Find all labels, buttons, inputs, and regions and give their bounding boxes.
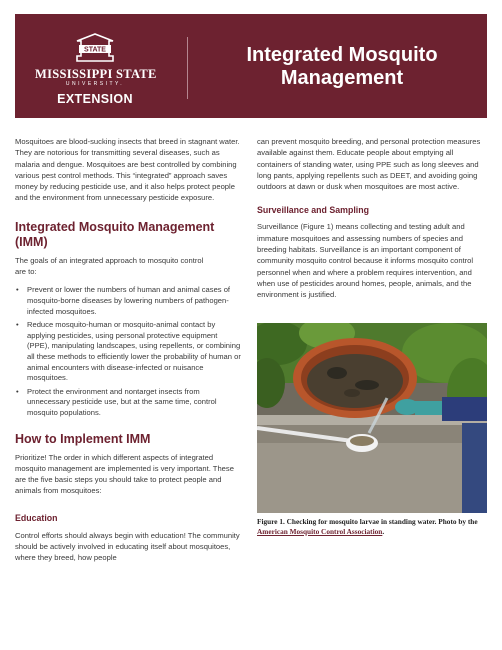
goal-list-item: • Protect the environment and nontarget insects from unnecessary pesticide use, but at the same time, control mosquito populations.	[15, 387, 241, 419]
left-column	[15, 136, 241, 564]
header-divider	[187, 37, 188, 99]
goals-list	[15, 285, 241, 418]
intro-paragraph: Mosquitoes are blood-sucking insects that breed in stagnant water. They are notorious for transmitting several diseases, such as malaria and dengue. Mosquitoes are best controlled by combining various pest control methods. This “integrated” approach saves money by reducing pesticide use, and it also helps protect people and the environment from unnecessary pesticide exposure.	[15, 137, 240, 203]
education-continued-paragraph: can prevent mosquito breeding, and personal protection measures available against them. Educate people about emptying all containers of standing water, using PPE such as long sleeves and long pants, applying repellents such as DEET, and avoiding going outdoors at dawn or dusk when mosquitoes are most active.	[257, 137, 481, 192]
msu-state-mark-icon	[73, 32, 117, 64]
surveillance-paragraph: Surveillance (Figure 1) means collecting and testing adult and immature mosquitoes and assessing numbers of species and breeding habitats. Surveillance is an important component of community mosquito control because it informs mosquito control personnel when and where a problem requires intervention, and when use of pesticides around homes, people, animals, and the environment is justified.	[257, 222, 474, 300]
surveillance-heading: Surveillance and Sampling	[257, 205, 369, 216]
page-title: Integrated Mosquito Management	[246, 44, 438, 89]
goal-list-item: • Reduce mosquito-human or mosquito-animal contact by applying pesticides, using personal protective equipment (PPE), manipulating landscapes, using repellents, or combining all these methods to efficiently lower the probability of human or animal encounters with disease-infected or nuisance mosquitoes.	[15, 320, 241, 384]
goal-list-item: • Prevent or lower the numbers of human and animal cases of mosquito-borne diseases by lowering numbers of pathogen-infected mosquitoes.	[15, 285, 241, 317]
figure-1-caption	[257, 517, 487, 537]
education-paragraph: Control efforts should always begin with education! The community should be actively involved in educating itself about mosquitoes, where they breed, how people	[15, 530, 240, 563]
caption-text: Figure 1. Checking for mosquito larvae in standing water. Photo by the	[257, 517, 478, 526]
education-heading: Education	[15, 512, 58, 523]
how-to-implement-heading: How to Implement IMM	[15, 431, 151, 446]
header-banner	[15, 14, 487, 118]
imm-heading: Integrated Mosquito Management (IMM)	[15, 219, 215, 249]
msu-extension-logo[interactable]	[35, 32, 155, 106]
right-column	[257, 136, 483, 301]
logo-mark-text: STATE	[84, 46, 106, 54]
figure-1-photo	[257, 323, 487, 513]
logo-university-subtitle: UNIVERSITY.	[65, 81, 125, 87]
logo-university-name: MISSISSIPPI STATE	[35, 67, 157, 81]
imm-intro-paragraph: The goals of an integrated approach to mosquito control are to:	[15, 255, 204, 277]
logo-extension-label: EXTENSION	[57, 92, 133, 106]
caption-end: .	[382, 527, 385, 536]
how-to-implement-paragraph: Prioritize! The order in which different aspects of integrated mosquito management are implemented is very important. These are the five basic steps you should take to protect people and animals from mosquitoes:	[15, 452, 234, 496]
amca-link[interactable]: American Mosquito Control Association	[257, 527, 383, 536]
